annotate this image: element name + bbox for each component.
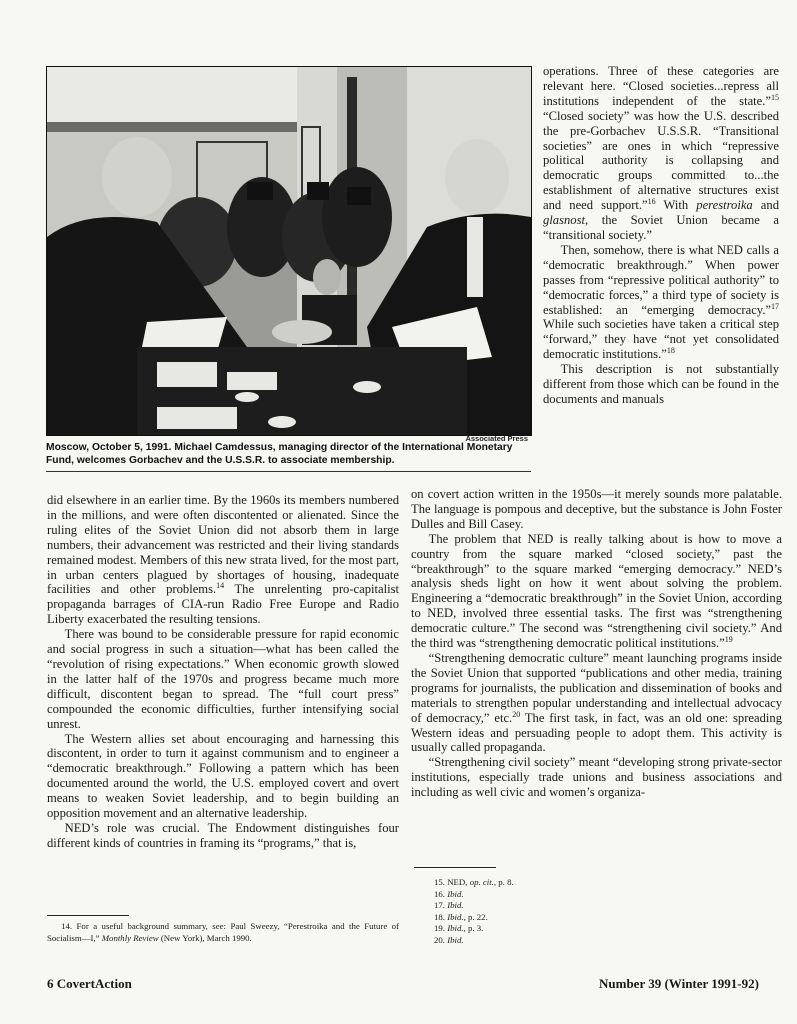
footnote-reference: 14 bbox=[216, 581, 225, 591]
paragraph: The Western allies set about encouraging and harnessing this discontent, in order to turn it against communism and to engineer a “democratic breakthrough.” Following a pattern which has been documented around the world, the U.S. employed covert and overt means to weaken Soviet leadership, and to begin building an opposition movement and an alternative leadership. bbox=[47, 731, 399, 821]
footnote-reference: 15 bbox=[771, 92, 779, 102]
article-column-right-bottom bbox=[411, 487, 782, 800]
footnote: 17. Ibid. bbox=[434, 900, 464, 911]
italic-term: op. cit. bbox=[469, 877, 494, 887]
italic-term: Ibid. bbox=[447, 900, 464, 911]
italic-term: glasnost bbox=[543, 213, 585, 228]
page-folio-left: 6 CovertAction bbox=[47, 976, 132, 991]
footnote: 20. Ibid. bbox=[434, 934, 464, 945]
photo-caption: Moscow, October 5, 1991. Michael Camdessus, managing director of the International Monetary Fund, welcomes Gorbachev and the U.S.S.R. to associate membership. bbox=[46, 441, 531, 472]
paragraph: Then, somehow, there is what NED calls a “democratic breakthrough.” When power passes from “repressive political authority” to “democratic forces,” a third type of society is established: an “emerging democracy.”$^{17}$ While such societies have taken a critical step “forward,” they have “not yet consolidated democratic institutions.”$^{18}$ bbox=[543, 242, 779, 362]
paragraph: did elsewhere in an earlier time. By the 1960s its members numbered in the millions, and were often discontented or alienated. Since the ruling elites of the Soviet Union did not absorb them in large numbers, their advancement was restricted and their living standards remained modest. Members of this new strata lived, for the most part, in urban centers plagued by shortages of housing, inadequate facilities and other problems.$^{14}$ The unrelenting pro-capitalist propaganda barrages of CIA-run Radio Free Europe and Radio Liberty exacerbated the resulting tensions. bbox=[47, 493, 399, 627]
paragraph: The problem that NED is really talking about is how to move a country from the square marked “closed society,” past the “breakthrough” to the square marked “emerging democracy.” NED’s analysis sheds light on how it went about solving the problem. Engineering a “democratic breakthrough” in the Soviet Union, according to NED, involved three essential tasks. The first was “strengthening democratic culture.” The second was “strengthening civil society.” And the third was “strengthening democratic political institutions.”$^{19}$ bbox=[411, 531, 782, 651]
italic-term: perestroika bbox=[696, 198, 753, 213]
footnote-divider-right bbox=[414, 867, 496, 868]
footnote: 18. Ibid., p. 22. bbox=[434, 911, 488, 922]
footnote-reference: 20 bbox=[512, 709, 521, 719]
photo-credit: Associated Press bbox=[465, 434, 528, 443]
footnote-reference: 17 bbox=[771, 301, 779, 311]
page-folio-right: Number 39 (Winter 1991-92) bbox=[599, 976, 759, 991]
footnote: 15. NED, op. cit., p. 8. bbox=[434, 877, 514, 887]
italic-term: Ibid. bbox=[447, 888, 464, 899]
paragraph: “Strengthening democratic culture” meant launching programs inside the Soviet Union that supported “publications and other media, training programs for journalists, the publication and dissemination of books and materials to strengthen popular understanding and intellectual advocacy of democracy,” etc.$^{20}$ The first task, in fact, was an old one: spreading Western ideas and persuading people to adopt them. This activity is usually called propaganda. bbox=[411, 650, 782, 755]
paragraph: There was bound to be considerable pressure for rapid economic and social progress in such a situation—what has been called the “revolution of rising expectations.” When economic growth slowed in the latter half of the 1970s and progress became much more difficult, discontent began to spread. The “full court press” compounded the economic difficulties, further intensifying social unrest. bbox=[47, 627, 399, 731]
footnote: 16. Ibid. bbox=[434, 888, 464, 899]
paragraph: operations. Three of these categories are relevant here. “Closed societies...repress all institutions independent of the state.”$^{15}$ “Closed society” was how the U.S. described the pre-Gorbachev U.S.S.R. “Transitional societies” are ones in which “repressive political authority is collapsing and democratic groups committed to...the establishment of alternative structures exist and need support.”$^{16}$ With perestroika and glasnost, the Soviet Union became a “transitional society.” bbox=[543, 64, 779, 242]
paragraph: This description is not substantially different from those which can be found in the documents and manuals bbox=[543, 362, 779, 406]
paragraph: “Strengthening civil society” meant “developing strong private-sector institutions, especially trade unions and business associations and including as well civic and women’s organiza- bbox=[411, 755, 782, 800]
italic-term: Monthly Review bbox=[101, 932, 159, 943]
footnote-reference: 19 bbox=[724, 634, 733, 644]
footnote: 14. For a useful background summary, see: Paul Sweezy, “Perestroika and the Future of Socialism—I,” Monthly Review (New York), March 1990. bbox=[47, 921, 399, 943]
paragraph: NED’s role was crucial. The Endowment distinguishes four different kinds of countries in framing its “programs,” that is, bbox=[47, 820, 399, 850]
footnote-reference: 18 bbox=[666, 346, 675, 356]
italic-term: Ibid. bbox=[447, 911, 464, 922]
footnotes-right bbox=[434, 877, 634, 947]
photo-illustration bbox=[47, 67, 531, 435]
article-column-left bbox=[47, 493, 399, 851]
article-column-right-top bbox=[543, 64, 779, 407]
italic-term: Ibid. bbox=[447, 934, 464, 945]
paragraph: on covert action written in the 1950s—it merely sounds more palatable. The language is pompous and deceptive, but the substance is John Foster Dulles and Bill Casey. bbox=[411, 487, 782, 531]
news-photograph bbox=[46, 66, 532, 436]
footnote-divider-left bbox=[47, 915, 129, 916]
italic-term: Ibid. bbox=[447, 923, 464, 934]
footnote-reference: 16 bbox=[647, 196, 656, 206]
footnotes-left bbox=[47, 921, 399, 944]
footnote: 19. Ibid., p. 3. bbox=[434, 923, 484, 934]
